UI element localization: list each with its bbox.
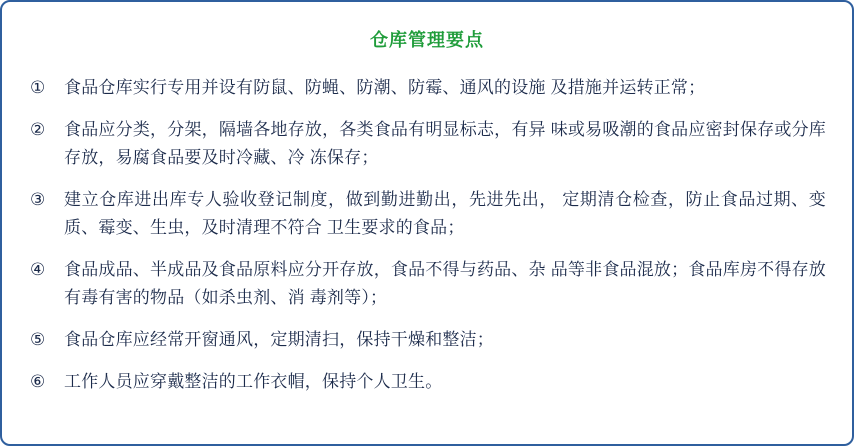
list-item-marker: ③	[30, 190, 46, 209]
list-item	[28, 368, 826, 396]
list-item-marker: ②	[30, 120, 46, 139]
list-item-text: 食品应分类，分架，隔墙各地存放，各类食品有明显标志，有异 味或易吸潮的食品应密封保存或分库存放，易腐食品要及时冷藏、冷 冻保存；	[64, 120, 826, 167]
page-title: 仓库管理要点	[370, 30, 484, 50]
list-item	[28, 186, 826, 242]
list-item-marker: ⑥	[30, 372, 46, 391]
list-item-marker: ①	[30, 78, 46, 97]
list-item-text: 工作人员应穿戴整洁的工作衣帽，保持个人卫生。	[64, 372, 443, 391]
list-item-text: 食品仓库实行专用并设有防鼠、防蝇、防潮、防霉、通风的设施 及措施并运转正常；	[64, 78, 706, 97]
list-item-marker: ④	[30, 260, 46, 279]
list-item-text: 食品仓库应经常开窗通风，定期清扫，保持干燥和整洁；	[64, 330, 494, 349]
list-item-text: 食品成品、半成品及食品原料应分开存放，食品不得与药品、杂 品等非食品混放；食品库房不得存放有毒有害的物品（如杀虫剂、消 毒剂等）；	[64, 260, 826, 307]
list-item	[28, 116, 826, 172]
requirements-list	[28, 74, 826, 396]
list-item	[28, 256, 826, 312]
list-item	[28, 326, 826, 354]
list-item-text: 建立仓库进出库专人验收登记制度，做到勤进勤出，先进先出， 定期清仓检查，防止食品过期、变质、霉变、生虫，及时清理不符合 卫生要求的食品；	[64, 190, 826, 237]
list-item	[28, 74, 826, 102]
list-item-marker: ⑤	[30, 330, 46, 349]
